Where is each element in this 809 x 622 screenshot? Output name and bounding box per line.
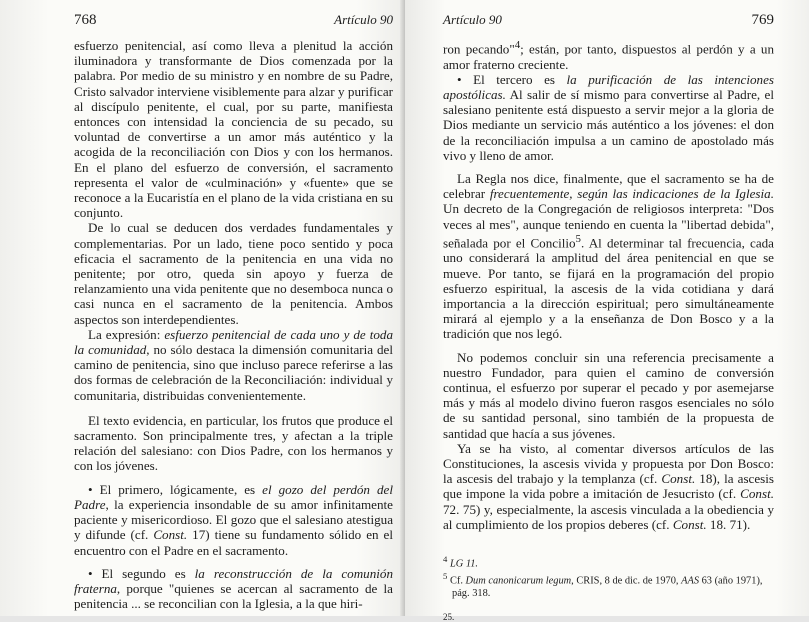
right-paragraph-2-italic: la purificación de las intenciones apostólicas. (443, 71, 774, 102)
left-paragraph-5-suffix-2: 17) tiene su fundamento sólido en el encuentro con el Padre en el sacramento. (74, 527, 393, 558)
footnote-4-text: LG 11. (449, 558, 479, 570)
right-paragraph-4: No podemos concluir sin una referencia precisamente a nuestro Fundador, para quien el camino de conversión continua, el esfuerzo por superar el pecado y por asemejarse más y más al modelo divino fueron rasgos esenciales no sólo de su santidad personal, sino también de la propuesta de santidad que hacía a sus jóvenes. (443, 349, 774, 441)
left-paragraph-5 (74, 482, 393, 558)
footnote-5-italic-2: AAS (681, 575, 700, 587)
right-paragraph-gap-1 (443, 163, 774, 171)
left-paragraph-5-italic: el gozo del perdón del Padre (74, 481, 393, 512)
right-paragraph-5-suffix: 18), la ascesis que impone la vida pobre a imitación de Jesucristo (cf. (443, 471, 775, 502)
left-paragraph-gap-3 (74, 558, 393, 566)
footnote-reference-4: 4 (514, 39, 521, 51)
footnote-5-prefix: Cf. (449, 575, 466, 587)
left-paragraph-6 (74, 566, 393, 612)
right-paragraph-5-italic-2: Const. (740, 486, 774, 502)
right-running-head: Artículo 90 (443, 12, 502, 27)
right-paragraph-gap-2 (443, 342, 774, 350)
right-page-number: 769 (751, 12, 774, 28)
right-paragraph-3-italic: frecuentemente, según las indicaciones de la Iglesia. (489, 186, 774, 202)
left-paragraph-5-prefix: • El primero, lógicamente, es (88, 481, 263, 497)
footnote-4 (443, 553, 774, 570)
footnote-5-number: 5 (443, 571, 448, 582)
footnote-5-italic: Dum canonicarum legum (465, 575, 572, 587)
right-paragraph-5-prefix: Ya se ha visto, al comentar diversos artículos de las Constituciones, la ascesis vivida y propuesta por Don Bosco: la ascesis del trabajo y la templanza (cf. (443, 440, 774, 487)
right-paragraph-5 (443, 441, 774, 532)
right-page (405, 0, 809, 622)
right-paragraph-5-suffix-2: 72. 75) y, especialmente, la ascesis vinculada a la obediencia y al cumplimiento de los propios deberes (cf. (443, 501, 774, 532)
right-paragraph-2 (443, 72, 774, 163)
left-page-header (74, 12, 393, 32)
left-paragraph-gap-2 (74, 474, 393, 482)
footnote-5-suffix-2: 63 (año 1971), pág. 318. (452, 575, 763, 599)
right-paragraph-1-prefix: ron pecando" (443, 41, 515, 57)
left-paragraph-3-prefix: La expresión: (88, 326, 165, 342)
left-paragraph-5-italic-2: Const. (153, 527, 188, 543)
left-paragraph-6-suffix: , porque "quienes se acercan al sacramento de la penitencia ... se reconcilian con la Iglesia, a la que hiri- (74, 580, 393, 612)
left-paragraph-4: El texto evidencia, en particular, los frutos que produce el sacramento. Son principalmente tres, y afectan a la triple relación del salesiano: con Dios Padre, con los hermanos y con los jóvenes. (74, 412, 393, 474)
left-paragraph-6-italic: la reconstrucción de la comunión fraterna (74, 565, 393, 596)
left-paragraph-3-suffix: , no sólo destaca la dimensión comunitaria del camino de penitencia, sino que incluso parece referirse a las dos formas de celebración de la Reconciliación: individual y comunitaria, distribuidas convenientemente. (74, 342, 393, 403)
footnote-5-suffix: , CRIS, 8 de dic. de 1970, (571, 575, 682, 587)
left-paragraph-5-suffix: , la experiencia insondable de su amor infinitamente paciente y misericordioso. El gozo que el salesiano atestigua y difunde (cf. (74, 496, 393, 543)
right-paragraph-3 (443, 171, 774, 342)
right-paragraph-3-suffix-2: . Al determinar tal frecuencia, cada uno considerará la amplitud del área penitencial en que se mueve. Por tanto, se fijará en la programación del propio esfuerzo espiritual, la ascesis de la vida cotidiana y dará importancia a la dirección espiritual; pero simultáneamente mirará al ejemplo y a la enseñanza de Don Bosco y a la tradición que nos legó. (443, 235, 774, 342)
left-page-text (74, 38, 393, 611)
right-paragraph-3-suffix: Un decreto de la Congregación de religiosos interpreta: "Dos veces al mes", aunque teniendo en cuenta la "libertad debida", señalada por el Concilio (443, 201, 774, 251)
right-paragraph-1-suffix: ; están, por tanto, dispuestos al perdón y a un amor fraterno creciente. (443, 41, 774, 72)
left-paragraph-3-italic: esfuerzo penitencial de cada uno y de toda la comunidad (74, 326, 393, 358)
left-paragraph-2: De lo cual se deducen dos verdades fundamentales y complementarias. Por un lado, tiene poco sentido y poca eficacia el sacramento de la penitencia en una vida no penitente; por otro, queda sin apoyo y fuerza de relanzamiento una vida penitente que no desemboca nunca o casi nunca en el sacramento de la penitencia. Ambos aspectos son interdependientes. (74, 220, 393, 327)
left-page-number: 768 (74, 12, 97, 28)
left-paragraph-1: esfuerzo penitencial, así como lleva a plenitud la acción iluminadora y transformante de Dios comenzada por la palabra. Por medio de su ministro y en nombre de su Padre, Cristo salvador interviene visiblemente para alzar y purificar al discípulo penitente, el cual, por su parte, manifiesta entonces con intensidad la conciencia de su pecado, su voluntad de convertirse a un amor más auténtico y la acogida de la reconciliación con Dios y con los hermanos. En el plano del esfuerzo de conversión, el sacramento representa el valor de «culminación» y «fuente» que se reconoce a la Eucaristía en el plano de la vida cristiana en su conjunto. (74, 38, 393, 221)
bottom-marker: 25. (443, 611, 455, 622)
right-paragraph-3-prefix: La Regla nos dice, finalmente, que el sacramento se ha de celebrar (443, 170, 774, 202)
right-paragraph-1 (443, 38, 774, 72)
left-running-head: Artículo 90 (334, 12, 393, 27)
right-page-header (443, 12, 774, 32)
footnote-reference-5: 5 (575, 232, 581, 245)
right-paragraph-2-suffix: Al salir de sí mismo para convertirse al Padre, el salesiano penitente está dispuesto a servir mejor a la gloria de Dios mediante un servicio más auténtico a los jóvenes: el don de la reconciliación impulsa a un camino de apostolado más vivo y lleno de amor. (443, 86, 774, 163)
left-page (0, 0, 405, 616)
right-page-text (443, 38, 774, 622)
right-paragraph-2-prefix: • El tercero es (457, 71, 567, 87)
footnote-4-number: 4 (443, 554, 448, 565)
left-paragraph-gap (74, 403, 393, 413)
footnotes (443, 552, 774, 600)
right-paragraph-5-suffix-3: 18. 71). (706, 516, 751, 532)
right-paragraph-5-italic-3: Const. (672, 516, 707, 532)
left-paragraph-6-prefix: • El segundo es (88, 565, 195, 581)
footnote-5 (443, 570, 774, 599)
left-paragraph-3 (74, 327, 393, 403)
right-paragraph-5-italic: Const. (661, 471, 696, 487)
